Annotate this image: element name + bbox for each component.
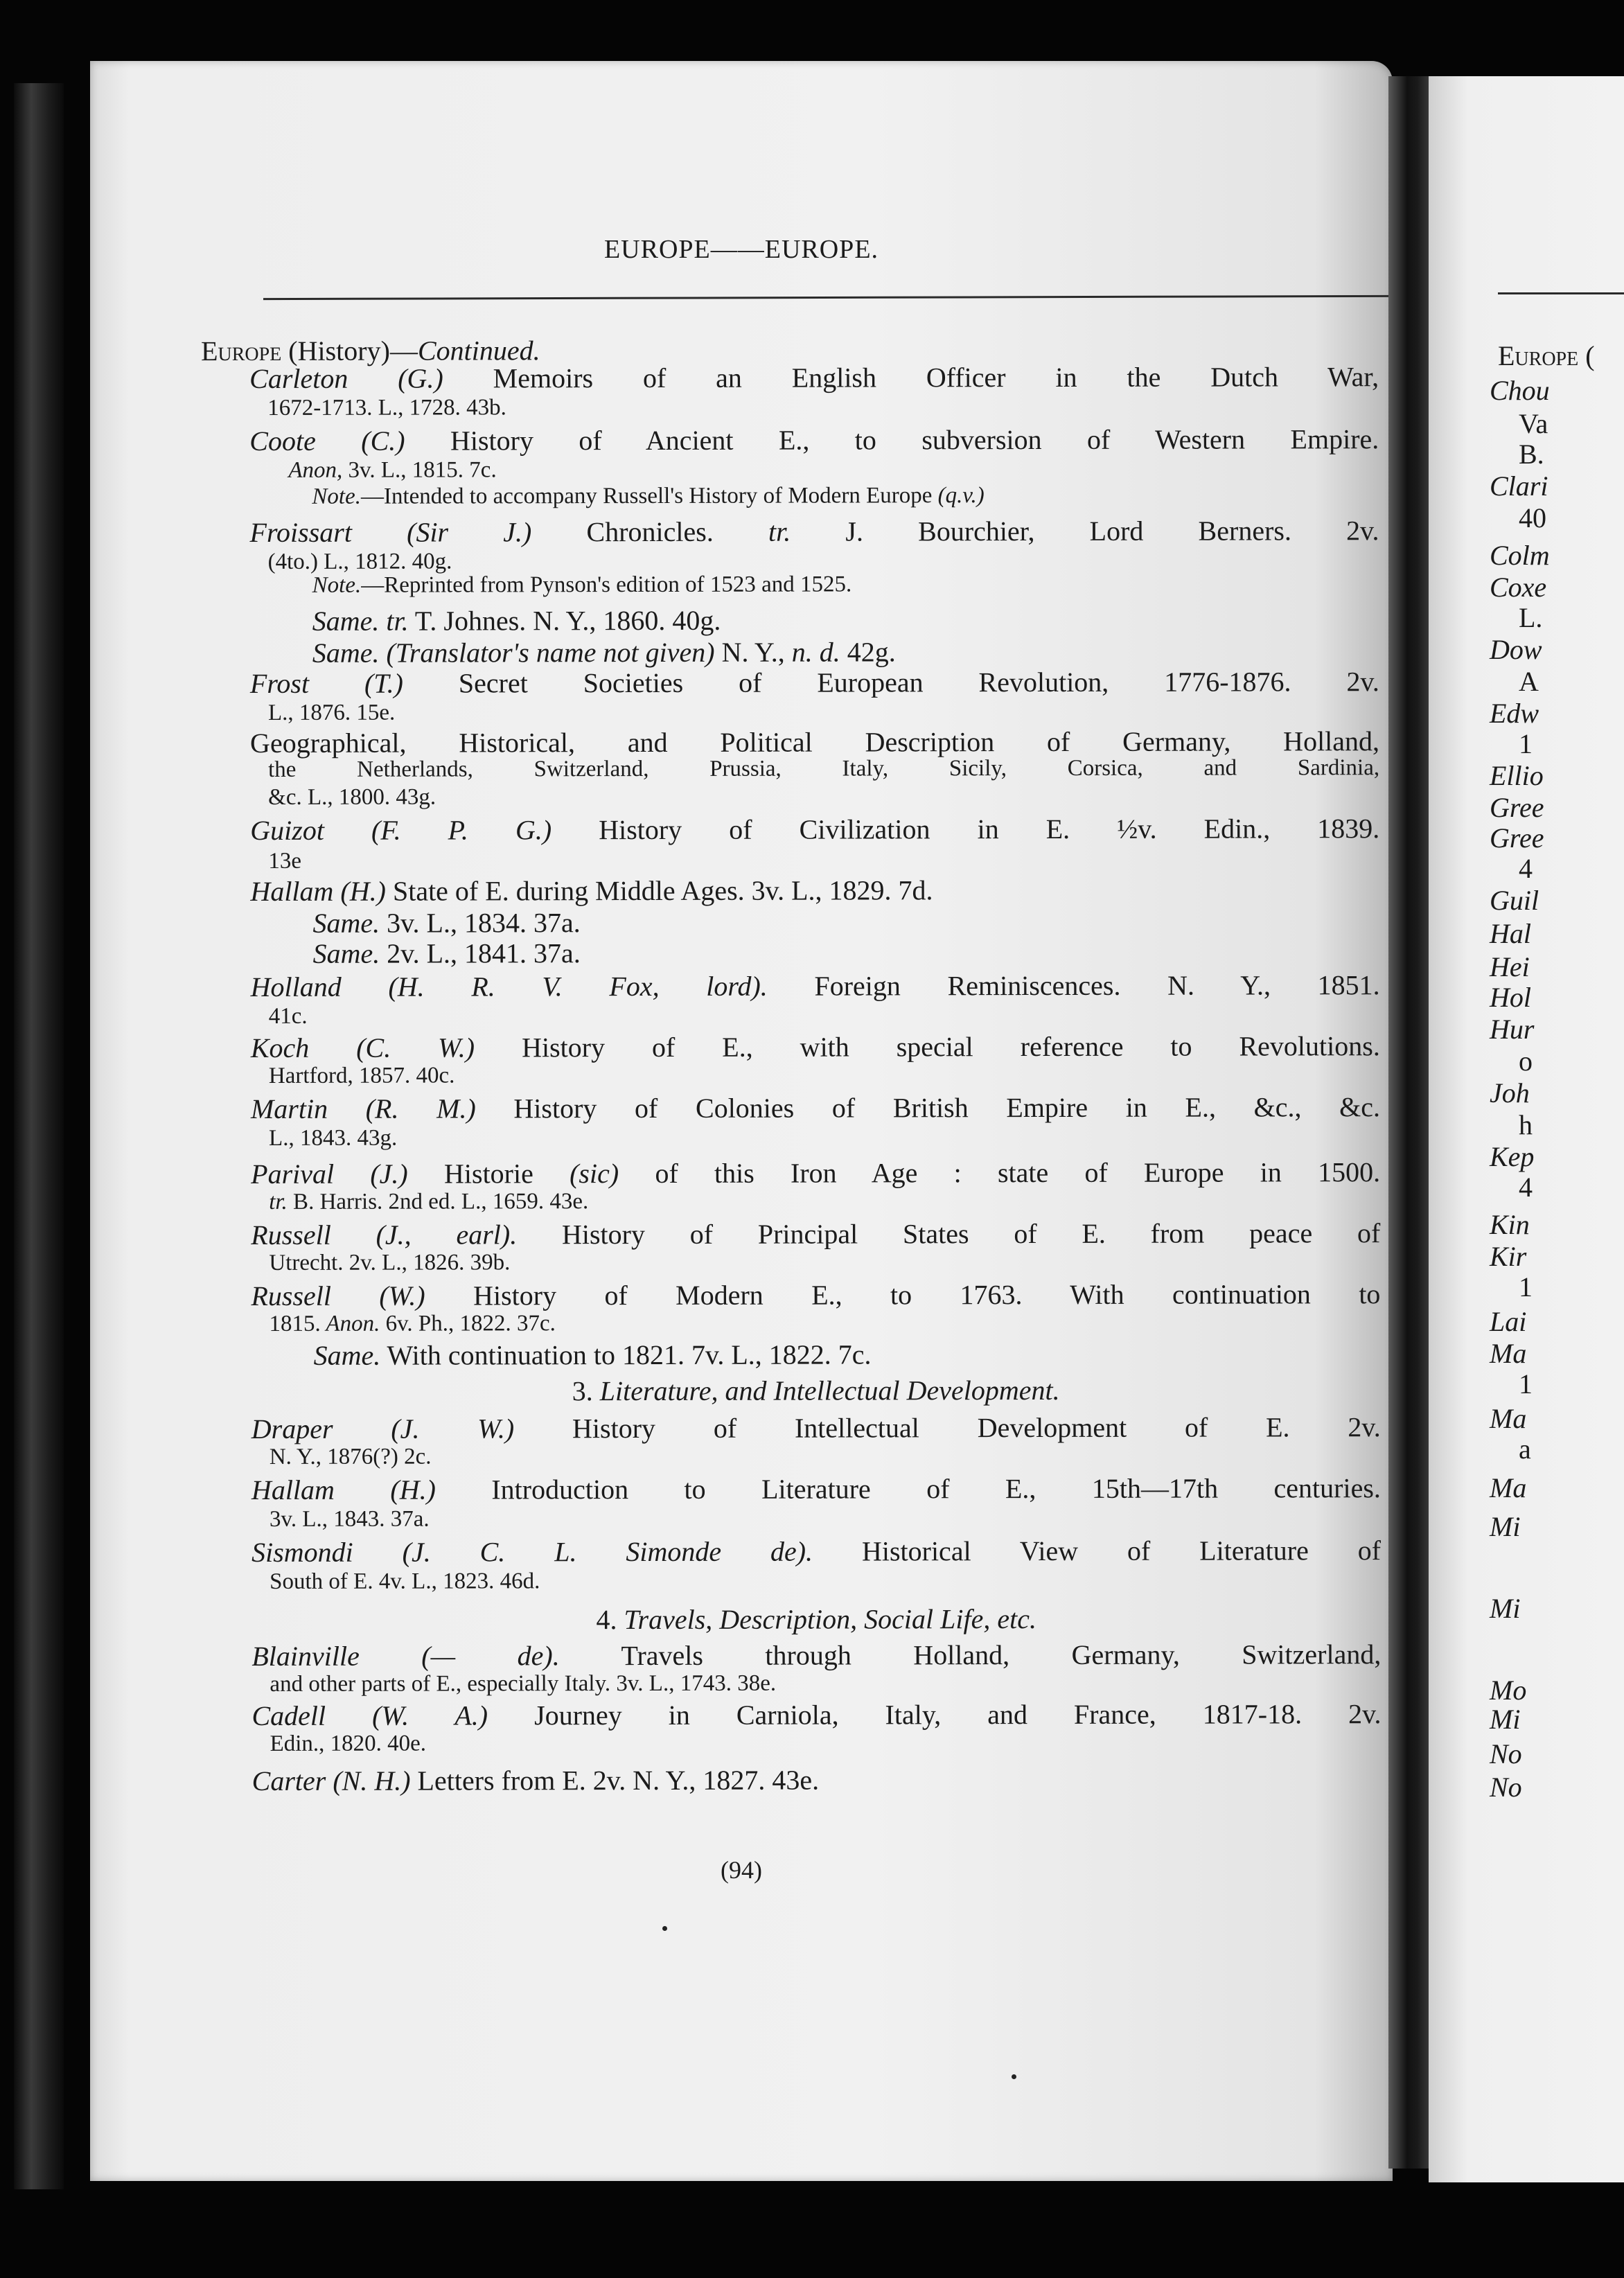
facing-page-header: Europe ( [1498, 340, 1595, 371]
entry-line [251, 1091, 1380, 1126]
facing-page-italic: Mi [1490, 1593, 1521, 1624]
entry-text: L., 1843. 43g. [268, 1125, 398, 1151]
entry-text: History of Colonies of British Empire in E., &c., &c. [475, 1091, 1380, 1124]
entry-text: of this Iron Age : state of Europe in 1500. [619, 1156, 1381, 1190]
facing-page-line [1490, 1472, 1526, 1505]
entry-text: Foreign Reminiscences. N. Y., 1851. [767, 969, 1380, 1002]
entry-line [270, 1443, 432, 1471]
entry-line [269, 1124, 397, 1152]
entry-italic: Travels, Description, Social Life, etc. [617, 1603, 1037, 1636]
facing-page-line [1490, 1703, 1520, 1736]
entry-text: Travels through Holland, Germany, Switzerland, [559, 1639, 1382, 1672]
facing-page-line [1490, 1013, 1534, 1046]
facing-page-line [1519, 852, 1533, 885]
facing-page-italic: Edw [1490, 698, 1539, 729]
entry-line [312, 604, 721, 638]
facing-page-italic: Kir [1490, 1241, 1527, 1272]
entry-text: History of Intellectual Development of E. 2v. [514, 1411, 1381, 1445]
entry-text: L., 1876. 15e. [267, 700, 396, 725]
entry-italic: Anon. [320, 1311, 380, 1336]
entry-italic: (q.v.) [932, 483, 985, 509]
entry-italic: Blainville (— de). [251, 1640, 560, 1672]
entry-text: Memoirs of an English Officer in the Dutch War, [443, 361, 1379, 394]
section-heading-rest: (History)— [281, 335, 418, 367]
entry-italic: Note. [312, 572, 362, 598]
entry-italic: Cadell (W. A.) [251, 1699, 488, 1731]
entry-line [251, 1602, 1381, 1637]
facing-page-italic: Lai [1490, 1306, 1527, 1337]
facing-page [1429, 76, 1624, 2182]
entry-italic: tr. [713, 515, 791, 547]
entry-line [251, 1278, 1380, 1313]
facing-page-line [1519, 1045, 1533, 1078]
entry-italic: Literature, and Intellectual Development. [592, 1374, 1060, 1407]
entry-line [251, 1411, 1381, 1446]
entry-italic: Anon, [288, 457, 343, 483]
facing-page-line [1490, 791, 1544, 824]
entry-text: 2v. L., 1841. 37a. [380, 937, 581, 969]
entry-text: J. Bourchier, Lord Berners. 2v. [791, 515, 1379, 547]
entry-italic: Same. [312, 605, 380, 637]
entry-text: History of Principal States of E. from peace of [517, 1217, 1381, 1251]
facing-page-italic: No [1490, 1772, 1522, 1803]
speck [1012, 2074, 1016, 2079]
entry-italic: Same. [312, 907, 380, 939]
facing-page-line [1490, 1337, 1526, 1370]
entry-italic: Koch (C. W.) [250, 1032, 475, 1063]
entry-text: History of Civilization in E. ½v. Edin., 1839. [551, 813, 1380, 846]
entry-italic: tr. [386, 605, 409, 637]
entry-line [312, 635, 896, 669]
entry-text: 4. [596, 1604, 617, 1636]
entry-text: 1672-1713. L., 1728. 43b. [267, 395, 506, 421]
facing-page-line [1519, 1433, 1531, 1466]
facing-page-line [1490, 571, 1546, 604]
facing-page-italic: Dow [1490, 634, 1542, 665]
facing-page-line [1490, 1592, 1520, 1625]
facing-page-italic: Ma [1490, 1403, 1527, 1434]
entry-text: History of Ancient E., to subversion of Western Empire. [405, 423, 1379, 457]
entry-italic: (sic) [533, 1158, 619, 1190]
facing-page-text: 4 [1519, 1172, 1533, 1203]
entry-line [269, 1187, 588, 1216]
entry-italic: Carleton (G.) [249, 362, 443, 394]
facing-page-italic: Kin [1490, 1209, 1530, 1240]
facing-page-line [1490, 884, 1539, 917]
entry-text: T. Johnes. N. Y., 1860. 40g. [408, 604, 721, 637]
entry-italic: Martin (R. M.) [250, 1093, 476, 1124]
entry-text: (4to.) L., 1812. 40g. [267, 549, 452, 574]
entry-line [251, 1697, 1381, 1733]
entry-italic: Hallam (H.) [250, 875, 386, 907]
facing-page-italic: Clari [1490, 470, 1548, 502]
page-number: (94) [721, 1856, 762, 1884]
facing-page-line [1519, 438, 1544, 471]
entry-text: Letters from E. 2v. N. Y., 1827. 43e. [410, 1764, 820, 1796]
facing-page-line [1519, 502, 1546, 535]
entry-line [251, 969, 1380, 1004]
entry-text: 3. [572, 1375, 593, 1407]
facing-page-line [1490, 1240, 1526, 1273]
entry-text: 1815. [269, 1311, 321, 1336]
facing-page-line [1519, 1368, 1533, 1401]
facing-page-italic: Hol [1490, 982, 1531, 1013]
entry-text: South of E. 4v. L., 1823. 46d. [270, 1569, 540, 1594]
entry-text: 13e [268, 848, 302, 874]
facing-page-line [1490, 1674, 1526, 1707]
facing-page-line [1490, 697, 1539, 730]
entry-italic: Parival (J.) [251, 1158, 408, 1190]
entry-line [270, 1567, 540, 1596]
entry-text: N. Y., [714, 636, 792, 668]
entry-text: 3v. L., 1815. 7c. [342, 457, 497, 483]
entry-line [249, 360, 1379, 396]
facing-page-italic: Hal [1490, 918, 1531, 949]
facing-page-italic: Joh [1490, 1077, 1530, 1109]
facing-page-text: A [1519, 666, 1539, 697]
facing-page-italic: Gree [1490, 792, 1544, 823]
facing-page-text: a [1519, 1433, 1531, 1465]
entry-line [268, 784, 436, 811]
entry-text: and other parts of E., especially Italy. 3v. L., 1743. 38e. [270, 1670, 777, 1697]
facing-page-line [1490, 1510, 1520, 1544]
facing-page-line [1490, 1738, 1522, 1771]
entry-text: &c. L., 1800. 43g. [268, 784, 436, 810]
facing-page-line [1490, 374, 1550, 407]
facing-page-line [1490, 1402, 1526, 1436]
entry-line [312, 906, 580, 940]
facing-page-text: 1 [1519, 1271, 1533, 1303]
entry-line [251, 1373, 1381, 1409]
facing-page-line [1490, 1077, 1530, 1110]
entry-italic: n. d. [791, 636, 840, 668]
facing-page-line [1519, 1109, 1533, 1142]
entry-italic: Same. [313, 1339, 381, 1371]
facing-page-italic: Kep [1490, 1141, 1535, 1172]
facing-page-text: h [1519, 1109, 1533, 1140]
facing-page-text: Va [1519, 408, 1548, 439]
entry-text: History of E., with special reference to Revolutions. [475, 1030, 1380, 1063]
book-binding-left [14, 83, 64, 2189]
facing-page-text: 1 [1519, 728, 1533, 759]
entry-text: 3v. L., 1843. 37a. [269, 1506, 430, 1532]
facing-page-line [1490, 633, 1542, 666]
main-page [90, 61, 1393, 2181]
entry-text: —Reprinted from Pynson's edition of 1523 and 1525. [361, 572, 852, 598]
entry-italic: (Translator's name not given) [386, 636, 715, 669]
facing-page-line [1490, 1771, 1522, 1804]
facing-page-italic: Ma [1490, 1338, 1527, 1369]
facing-page-line [1519, 407, 1548, 441]
entry-line [251, 1156, 1380, 1191]
entry-line [267, 394, 506, 422]
entry-line [314, 1338, 872, 1372]
facing-page-text: 40 [1519, 502, 1546, 533]
entry-text: Historie [407, 1158, 533, 1190]
facing-page-line [1490, 981, 1531, 1014]
entry-line [251, 1030, 1380, 1065]
entry-italic: Russell (W.) [251, 1280, 425, 1312]
facing-page-italic: Coxe [1490, 572, 1547, 603]
entry-text: 42g. [840, 636, 896, 668]
entry-italic: Russell (J., earl). [251, 1219, 518, 1251]
entry-line [269, 1003, 308, 1030]
entry-text [379, 606, 386, 637]
entry-text: B. Harris. 2nd ed. L., 1659. 43e. [287, 1189, 589, 1215]
entry-line [312, 570, 852, 599]
entry-line [251, 1217, 1380, 1252]
entry-italic: Draper (J. W.) [251, 1413, 515, 1445]
entry-line [268, 847, 301, 875]
facing-page-line [1519, 601, 1542, 635]
entry-italic: Froissart (Sir J.) [249, 516, 532, 548]
facing-page-italic: Ellio [1490, 760, 1544, 791]
entry-italic: Same. [312, 937, 380, 969]
entry-line [313, 937, 581, 971]
entry-text: Edin., 1820. 40e. [270, 1731, 427, 1756]
entry-text: Utrecht. 2v. L., 1826. 39b. [269, 1250, 511, 1275]
speck [662, 1926, 667, 1931]
facing-page-italic: Mo [1490, 1675, 1527, 1706]
entry-italic: Note. [312, 484, 362, 509]
facing-page-line [1490, 1208, 1530, 1242]
facing-page-italic: Guil [1490, 885, 1539, 916]
facing-page-italic: Hur [1490, 1014, 1535, 1045]
facing-page-line [1519, 1271, 1533, 1304]
entry-text: Secret Societies of European Revolution, 1776-1876. 2v. [403, 666, 1379, 699]
facing-page-line [1519, 665, 1539, 698]
facing-page-italic: Hei [1490, 951, 1530, 982]
facing-page-line [1490, 917, 1531, 951]
entry-line [270, 1730, 427, 1758]
entry-line [270, 1506, 430, 1533]
facing-page-text: 4 [1519, 853, 1533, 884]
entry-text: Journey in Carniola, Italy, and France, 1817-18. 2v. [488, 1698, 1382, 1731]
entry-italic: Hallam (H.) [251, 1474, 436, 1506]
entry-line [249, 423, 1379, 458]
entry-italic: Holland (H. R. V. Fox, lord). [250, 970, 768, 1003]
entry-line [250, 812, 1379, 847]
facing-page-text: o [1519, 1045, 1533, 1077]
facing-page-italic: Chou [1490, 375, 1550, 406]
entry-italic: tr. [269, 1189, 288, 1215]
entry-line [250, 874, 933, 908]
facing-page-italic: Mi [1490, 1704, 1521, 1735]
facing-page-line [1490, 759, 1544, 793]
facing-page-text: B. [1519, 439, 1544, 470]
entry-line [269, 1309, 555, 1338]
entry-line [250, 665, 1379, 700]
entry-line [249, 514, 1379, 549]
entry-italic: Carter (N. H.) [251, 1765, 411, 1796]
facing-page-line [1519, 727, 1533, 761]
entry-text: State of E. during Middle Ages. 3v. L., 1829. 7d. [385, 874, 933, 907]
entry-text: Geographical, Historical, and Political Description of Germany, Holland, [249, 725, 1380, 759]
entry-text: With continuation to 1821. 7v. L., 1822. 7c. [380, 1339, 872, 1371]
entry-italic: Guizot (F. P. G.) [250, 814, 552, 846]
entry-text: 6v. Ph., 1822. 37c. [380, 1311, 556, 1336]
header-rule [263, 295, 1393, 300]
facing-page-rule [1498, 292, 1624, 294]
entry-text: History of Modern E., to 1763. With continuation to [425, 1278, 1381, 1312]
facing-page-line [1519, 1171, 1533, 1204]
facing-page-italic: Ma [1490, 1472, 1527, 1503]
entry-italic: Coote (C.) [249, 425, 405, 457]
facing-page-line [1490, 951, 1530, 984]
facing-page-italic: Gree [1490, 822, 1544, 854]
facing-page-italic: Colm [1490, 540, 1550, 571]
entry-text: Introduction to Literature of E., 15th—17th centuries. [435, 1472, 1381, 1506]
entry-text [379, 637, 386, 669]
facing-page-italic: No [1490, 1738, 1522, 1769]
entry-line [252, 1764, 820, 1798]
entry-line [251, 1638, 1381, 1673]
entry-text: N. Y., 1876(?) 2c. [269, 1444, 432, 1469]
facing-page-text: 1 [1519, 1368, 1533, 1400]
facing-page-italic: Mi [1490, 1511, 1521, 1542]
facing-page-line [1490, 470, 1548, 503]
book-gutter [1388, 76, 1430, 2169]
entry-line [251, 1472, 1381, 1507]
entry-line [270, 1670, 776, 1698]
entry-italic: Sismondi (J. C. L. Simonde de). [251, 1535, 813, 1568]
page-header: EUROPE——EUROPE. [603, 235, 879, 264]
entry-text: 41c. [268, 1003, 308, 1029]
facing-page-line [1490, 1305, 1526, 1339]
entry-line [269, 1248, 510, 1277]
entry-line [268, 699, 395, 727]
facing-page-text: L. [1519, 602, 1543, 633]
entry-text: 3v. L., 1834. 37a. [380, 907, 581, 939]
facing-page-line [1490, 539, 1550, 572]
entry-line [312, 482, 984, 511]
entry-italic: Frost (T.) [249, 667, 403, 699]
entry-line [268, 754, 1379, 784]
entry-text: Chronicles. [531, 515, 714, 548]
facing-page-line [1490, 822, 1544, 855]
entry-text: Historical View of Literature of [812, 1535, 1382, 1567]
facing-page-line [1490, 1140, 1534, 1174]
catalogue-entries [201, 333, 1400, 1796]
entry-line [269, 1061, 455, 1089]
entry-text: the Netherlands, Switzerland, Prussia, Italy, Sicily, Corsica, and Sardinia, [268, 755, 1380, 782]
entry-text: —Intended to accompany Russell's History of Modern Europe [360, 483, 933, 509]
entry-text: Hartford, 1857. 40c. [268, 1063, 455, 1088]
entry-line [288, 456, 496, 484]
entry-italic: Same. [312, 637, 380, 669]
entry-line [251, 1534, 1381, 1569]
section-heading-main: Europe [201, 335, 282, 367]
section-heading-continued: Continued. [417, 335, 540, 367]
